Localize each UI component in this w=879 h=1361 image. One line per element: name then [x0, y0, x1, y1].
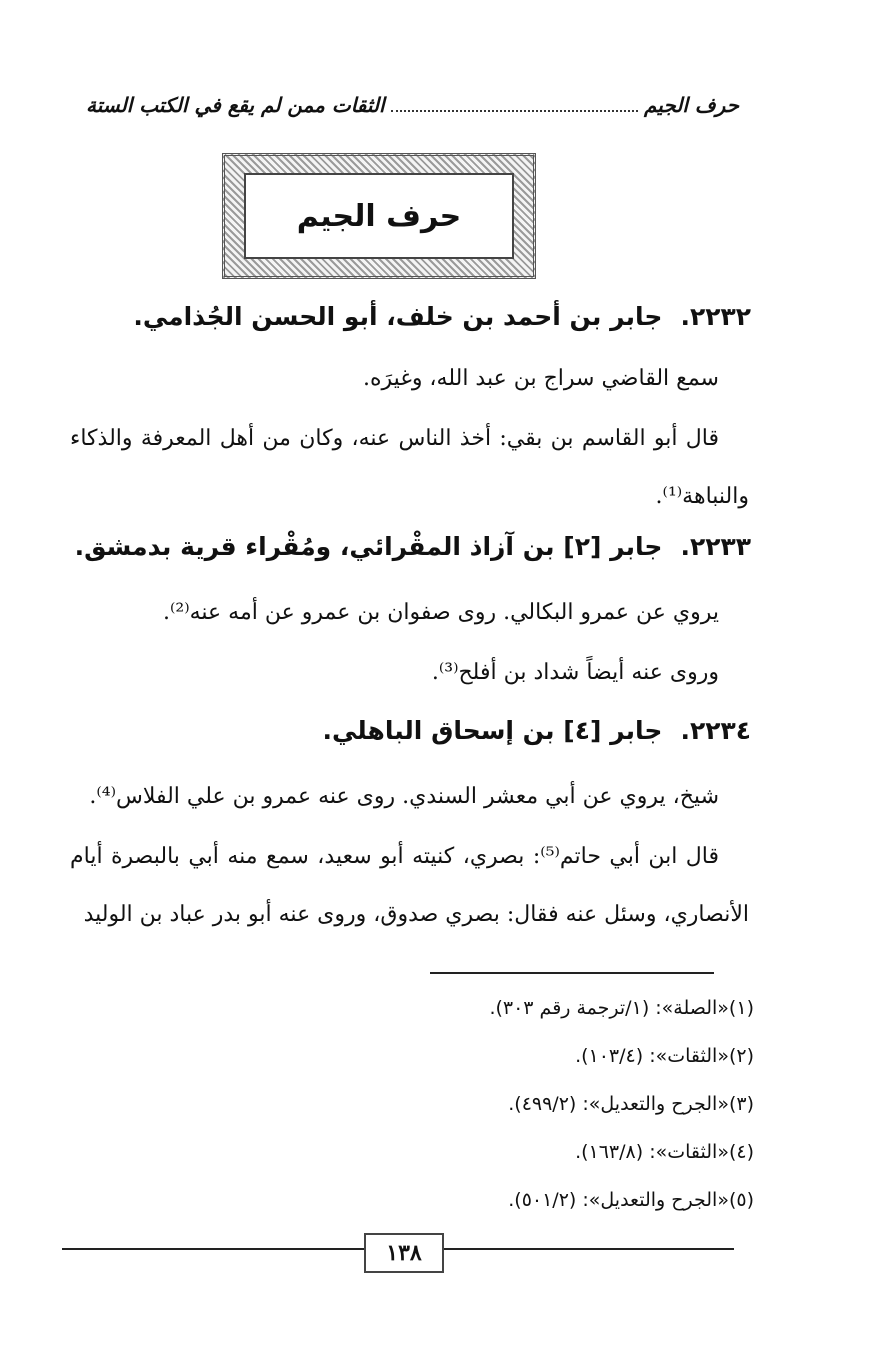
entry-heading	[75, 532, 751, 561]
footnote: (٤)«الثقات»: (١٦٣/٨).	[575, 1141, 754, 1163]
entry-paragraph	[163, 584, 749, 642]
entry-name: جابر بن أحمد بن خلف، أبو الحسن الجُذامي.	[133, 302, 663, 331]
entry-name: جابر [٢] بن آزاذ المقْرائي، ومُقْراء قرية بدمشق.	[74, 532, 663, 561]
entry-paragraph	[89, 768, 749, 826]
footnote: (١)«الصلة»: (١/ترجمة رقم ٣٠٣).	[489, 997, 754, 1019]
paragraph-text: سمع القاضي سراج بن عبد الله، وغيرَه.	[363, 366, 719, 391]
running-header	[86, 88, 739, 122]
footnote: (٢)«الثقات»: (١٠٣/٤).	[575, 1045, 754, 1067]
entry-paragraph	[70, 828, 749, 944]
paragraph-text: قال ابن أبي حاتم⁽⁵⁾: بصري، كنيته أبو سعيد، سمع منه أبي بالبصرة أيام الأنصاري، وسئل عنه فقال: بصري صدوق، وروى عنه أبو بدر عباد بن الوليد	[70, 844, 749, 927]
entry-paragraph	[363, 350, 749, 408]
entry-paragraph	[432, 644, 749, 702]
paragraph-text: وروى عنه أيضاً شداد بن أفلح⁽³⁾.	[431, 660, 719, 685]
footnote-separator	[430, 972, 714, 974]
footnote: (٥)«الجرح والتعديل»: (٥٠١/٢).	[508, 1189, 754, 1211]
footnotes	[489, 988, 754, 1228]
paragraph-text: يروي عن عمرو البكالي. روى صفوان بن عمرو عن أمه عنه⁽²⁾.	[162, 600, 719, 625]
entry-number: ٢٢٣٢.	[680, 302, 751, 331]
entry-number: ٢٢٣٣.	[680, 532, 751, 561]
page-number: ١٣٨	[364, 1233, 444, 1273]
paragraph-text: قال أبو القاسم بن بقي: أخذ الناس عنه، وكان من أهل المعرفة والذكاء والنباهة⁽¹⁾.	[70, 426, 749, 509]
header-dot-leader	[391, 98, 638, 112]
entry-heading	[322, 716, 751, 745]
chapter-title: حرف الجيم	[244, 173, 514, 259]
entry-number: ٢٢٣٤.	[680, 716, 751, 745]
footnote: (٣)«الجرح والتعديل»: (٤٩٩/٢).	[508, 1093, 754, 1115]
header-book-title: الثقات ممن لم يقع في الكتب الستة	[86, 93, 385, 117]
entry-name: جابر [٤] بن إسحاق الباهلي.	[322, 716, 663, 745]
paragraph-text: شيخ، يروي عن أبي معشر السندي. روى عنه عمرو بن علي الفلاس⁽⁴⁾.	[89, 784, 719, 809]
entry-paragraph	[70, 410, 749, 526]
chapter-title-frame	[222, 153, 536, 279]
header-chapter: حرف الجيم	[644, 93, 739, 117]
entry-heading	[133, 302, 751, 331]
